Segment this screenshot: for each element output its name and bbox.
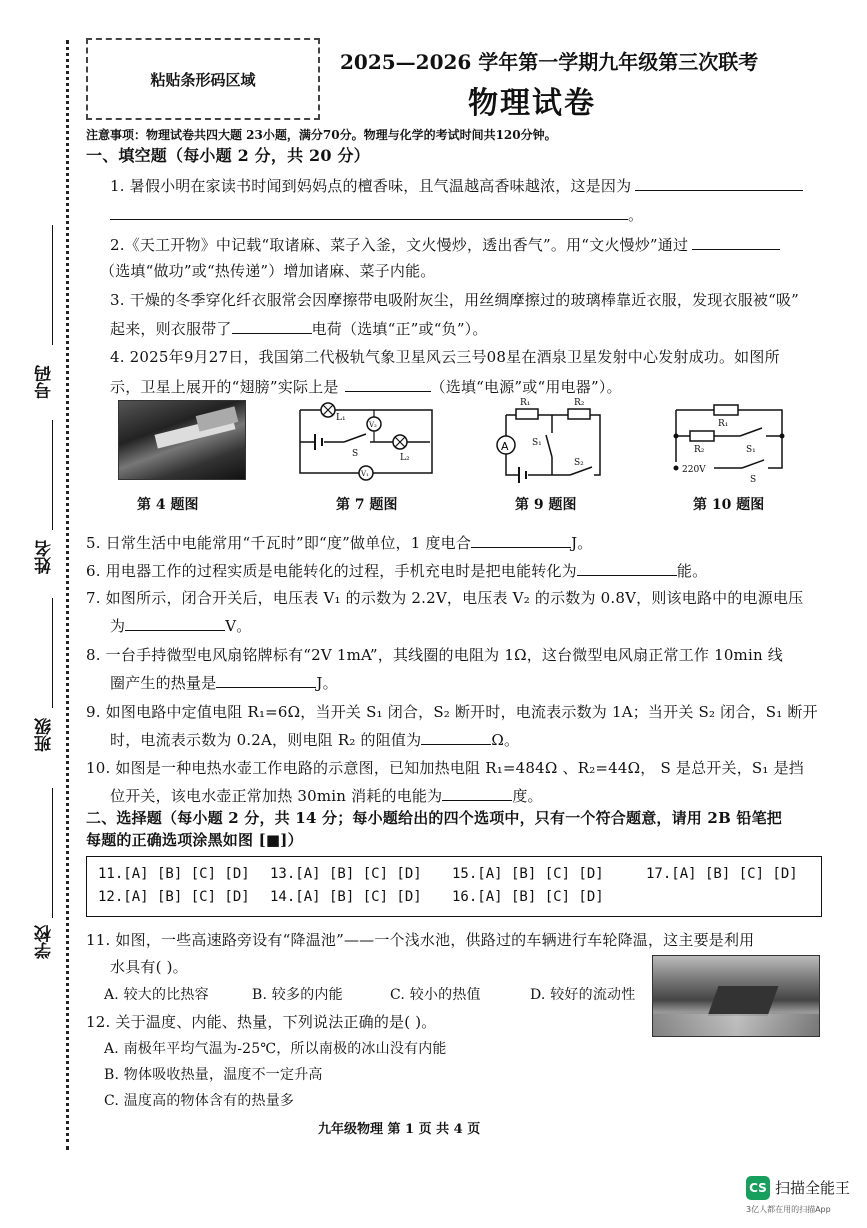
fig7-label-l1: L₁: [336, 413, 346, 423]
q5-unit: J。: [571, 534, 593, 552]
q10-text: 位开关，该电水壶正常加热 30min 消耗的电能为: [110, 787, 443, 805]
q8-text: 圈产生的热量是: [110, 674, 217, 692]
q12-option-a[interactable]: A. 南极年平均气温为-25℃，所以南极的冰山没有内能: [104, 1041, 447, 1057]
q1-line1: 1. 暑假小明在家读书时闻到妈妈点的檀香味，且气温越高香味越浓，这是因为: [110, 177, 632, 195]
fig10-label-220v: 220V: [682, 465, 706, 475]
q12-option-b[interactable]: B. 物体吸收热量，温度不一定升高: [104, 1067, 323, 1083]
fig7-caption: 第 7 题图: [336, 497, 398, 513]
q6-unit: 能。: [676, 562, 708, 580]
q9-unit: Ω。: [491, 731, 520, 749]
q11-option-a[interactable]: A. 较大的比热容: [104, 987, 209, 1003]
q9-line1: 9. 如图电路中定值电阻 R₁=6Ω，当开关 S₁ 闭合，S₂ 断开时，电流表示数为 1A；当开关 S₂ 闭合，S₁ 断开: [86, 703, 818, 721]
notice: 注意事项：物理试卷共四大题 23小题，满分70分。物理与化学的考试时间共120分钟。: [86, 128, 557, 142]
scanner-brand: 扫描全能王: [775, 1179, 851, 1197]
q7-line1: 7. 如图所示，闭合开关后，电压表 V₁ 的示数为 2.2V，电压表 V₂ 的示数为 0.8V，则该电路中的电源电压: [86, 589, 804, 607]
circuit-fig9: [488, 395, 608, 487]
side-label-school: 学校: [35, 925, 55, 959]
q6-blank[interactable]: [577, 560, 677, 576]
q10-unit: 度。: [512, 787, 543, 805]
q7-unit: V。: [225, 617, 252, 635]
id-number-line: [52, 225, 53, 345]
fig9-label-r1: R₁: [520, 398, 531, 408]
fig9-label-r2: R₂: [574, 398, 585, 408]
fig10-label-s1: S₁: [746, 445, 756, 455]
q3-blank[interactable]: [232, 318, 312, 334]
q6-line: [86, 560, 707, 581]
fig10-label-r2: R₂: [694, 445, 705, 455]
q8-line1: 8. 一台手持微型电风扇铭牌标有“2V 1mA”，其线圈的电阻为 1Ω，这台微型电风扇正常工作 10min 线: [86, 646, 784, 664]
water-pool-icon: [653, 1014, 820, 1037]
q1-text: [110, 175, 803, 196]
class-line: [52, 598, 53, 708]
page-footer: 九年级物理 第 1 页 共 4 页: [318, 1122, 481, 1137]
fig10-label-r1: R₁: [718, 419, 729, 429]
q7-blank[interactable]: [125, 615, 225, 631]
q3-line2: [110, 318, 488, 339]
scanner-logo-icon: [746, 1176, 770, 1200]
scanner-logo-text: CS: [749, 1181, 767, 1195]
q10-line2: [110, 785, 543, 806]
fig9-label-s2: S₂: [574, 458, 584, 468]
fig4-caption: 第 4 题图: [137, 497, 199, 513]
q1-end: 。: [628, 206, 644, 224]
side-label-number: 号码: [35, 365, 55, 399]
q3-text2: 电荷（选填“正”或“负”）。: [311, 320, 488, 338]
q1-line2: [110, 204, 643, 225]
q2-line2: （选填“做功”或“热传递”）增加诸麻、菜子内能。: [100, 262, 436, 280]
q6-text: 6. 用电器工作的过程实质是电能转化的过程，手机充电时是把电能转化为: [86, 562, 577, 580]
q3-text: 起来，则衣服带了: [110, 320, 232, 338]
q7-line2: [110, 615, 251, 636]
q10-line1: 10. 如图是一种电热水壶工作电路的示意图，已知加热电阻 R₁=484Ω 、R₂=44Ω， S 是总开关，S₁ 是挡: [86, 759, 804, 777]
exam-title: 2025—2026 学年第一学期九年级第三次联考: [340, 50, 759, 74]
barcode-area: [86, 38, 320, 120]
section2-heading-line2: 每题的正确选项涂黑如图 [■]）: [86, 831, 303, 849]
truck-icon: [708, 986, 779, 1016]
section1-heading: 一、填空题（每小题 2 分，共 20 分）: [86, 146, 370, 165]
q8-blank[interactable]: [216, 672, 316, 688]
q12-option-c[interactable]: C. 温度高的物体含有的热量多: [104, 1093, 295, 1109]
q5-blank[interactable]: [471, 532, 571, 548]
answer-row-15[interactable]: 15.[A] [B] [C] [D]: [452, 866, 604, 882]
binding-dotted-line: [66, 40, 69, 1150]
q4-line2: [110, 376, 622, 397]
fig10-label-s: S: [750, 475, 757, 485]
subject-title: 物理试卷: [468, 86, 596, 121]
q11-option-d[interactable]: D. 较好的流动性: [530, 987, 636, 1003]
name-line: [52, 420, 53, 530]
q9-text: 时，电流表示数为 0.2A，则电阻 R₂ 的阻值为: [110, 731, 422, 749]
answer-row-17[interactable]: 17.[A] [B] [C] [D]: [646, 866, 798, 882]
fig7-label-v2: V₂: [369, 421, 377, 429]
circuit-fig7: [292, 398, 442, 486]
answer-row-14[interactable]: 14.[A] [B] [C] [D]: [270, 889, 422, 905]
q4-blank[interactable]: [345, 376, 431, 392]
q5-line: [86, 532, 593, 553]
fig7-label-v1: V₁: [361, 470, 369, 478]
q11-line2: 水具有( )。: [110, 958, 188, 976]
q2-text: 2.《天工开物》中记载“取诸麻、菜子入釜，文火慢炒，透出香气”。用“文火慢炒”通过: [110, 236, 689, 254]
cooling-pool-photo: [652, 955, 820, 1037]
answer-row-13[interactable]: 13.[A] [B] [C] [D]: [270, 866, 422, 882]
q12-line1: 12. 关于温度、内能、热量，下列说法正确的是( )。: [86, 1013, 437, 1031]
q4-text: 示，卫星上展开的“翅膀”实际上是: [110, 378, 339, 396]
q9-line2: [110, 729, 519, 750]
q8-unit: J。: [316, 674, 338, 692]
q1-blank-a[interactable]: [635, 175, 803, 191]
side-label-name: 姓名: [35, 540, 55, 574]
fig7-label-l2: L₂: [400, 453, 410, 463]
q2-line1: [110, 234, 780, 255]
q2-blank[interactable]: [692, 234, 780, 250]
barcode-area-label: 粘贴条形码区域: [150, 70, 256, 89]
fig9-label-a: A: [501, 440, 509, 453]
q11-option-c[interactable]: C. 较小的热值: [390, 987, 481, 1003]
fig10-caption: 第 10 题图: [693, 497, 765, 513]
q7-text: 为: [110, 617, 126, 635]
fig9-caption: 第 9 题图: [515, 497, 577, 513]
q11-line1: 11. 如图，一些高速路旁设有“降温池”——一个浅水池，供路过的车辆进行车轮降温，这主要是利用: [86, 931, 755, 949]
school-line: [52, 788, 53, 918]
side-label-class: 班级: [35, 718, 55, 752]
fig7-label-s: S: [352, 449, 359, 459]
circuit-fig10: [670, 398, 790, 486]
q5-text: 5. 日常生活中电能常用“千瓦时”即“度”做单位，1 度电合: [86, 534, 472, 552]
q9-blank[interactable]: [421, 729, 491, 745]
q8-line2: [110, 672, 338, 693]
q4-line1: 4. 2025年9月27日，我国第二代极轨气象卫星风云三号08星在酒泉卫星发射中心发射成功。如图所: [110, 348, 780, 366]
scanner-tagline: 3亿人都在用的扫描App: [746, 1205, 831, 1214]
answer-row-12[interactable]: 12.[A] [B] [C] [D]: [98, 889, 250, 905]
q1-blank-b[interactable]: [110, 204, 628, 220]
q3-line1: 3. 干燥的冬季穿化纤衣服常会因摩擦带电吸附灰尘，用丝绸摩擦过的玻璃棒靠近衣服，发现衣服被“吸”: [110, 291, 800, 309]
q11-option-b[interactable]: B. 较多的内能: [252, 987, 343, 1003]
satellite-photo: [118, 400, 246, 480]
answer-row-11[interactable]: 11.[A] [B] [C] [D]: [98, 866, 250, 882]
q10-blank[interactable]: [442, 785, 512, 801]
q4-text2: （选填“电源”或“用电器”）。: [430, 378, 622, 396]
section2-heading-line1: 二、选择题（每小题 2 分，共 14 分；每小题给出的四个选项中，只有一个符合题意，请用 2B 铅笔把: [86, 809, 782, 827]
answer-row-16[interactable]: 16.[A] [B] [C] [D]: [452, 889, 604, 905]
fig9-label-s1: S₁: [532, 438, 542, 448]
